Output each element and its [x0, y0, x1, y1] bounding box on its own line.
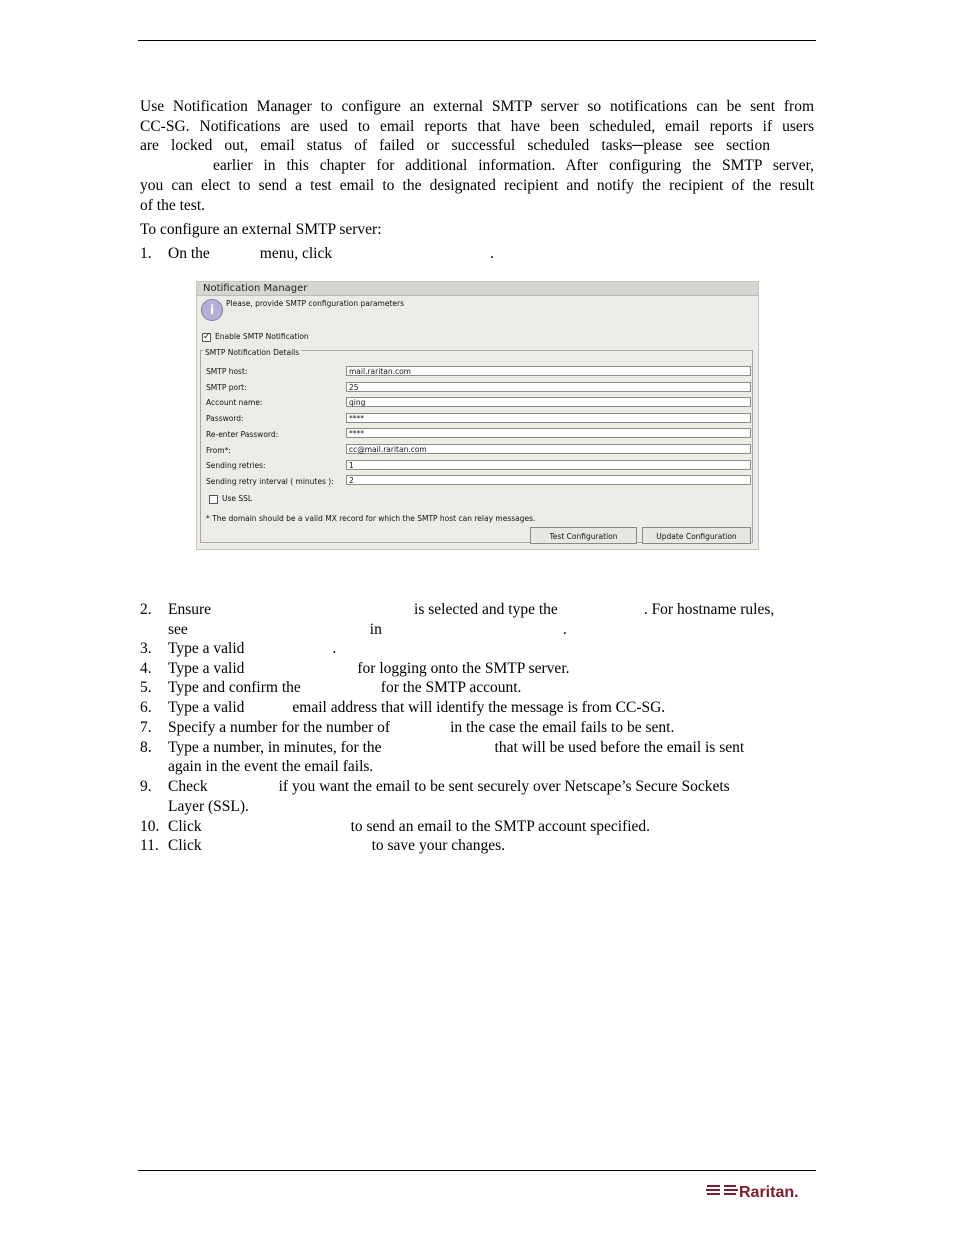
- step-text-part: in the case the email fails to be sent.: [450, 719, 675, 736]
- step-text-part: is selected and type the: [414, 601, 558, 618]
- step-text-part: for the SMTP account.: [380, 679, 522, 696]
- intro-line: CC-SG. Notifications are used to email reports that have been scheduled, email reports if users: [140, 117, 814, 135]
- field-label: Account name:: [206, 398, 263, 407]
- field-label: SMTP port:: [206, 383, 247, 392]
- step-text: [168, 836, 505, 856]
- step-text: [168, 698, 665, 718]
- raritan-logo: [706, 1180, 816, 1202]
- panel-title: Notification Manager: [197, 282, 758, 296]
- checkbox-checked-icon[interactable]: ✓: [203, 331, 211, 342]
- step-text-part: Type a number, in minutes, for the: [168, 739, 382, 756]
- reenter-password-input[interactable]: ****: [346, 428, 751, 438]
- step-text-part: Type a valid: [168, 699, 245, 716]
- enable-smtp-checkbox-row[interactable]: [202, 332, 309, 342]
- step-number: 8.: [140, 739, 152, 756]
- step-text-part: .: [562, 621, 567, 638]
- step-text-part: for logging onto the SMTP server.: [357, 660, 570, 677]
- field-label: Re-enter Password:: [206, 430, 279, 439]
- step-text-part: Type and confirm the: [168, 679, 301, 696]
- domain-note: * The domain should be a valid MX record for which the SMTP host can relay messages.: [206, 514, 536, 523]
- field-label: Password:: [206, 414, 244, 423]
- step-text-part: Click: [168, 837, 202, 854]
- step-text-part: Specify a number for the number of: [168, 719, 391, 736]
- step-text: Layer (SSL).: [168, 798, 249, 815]
- step-text: [168, 777, 730, 797]
- raritan-logo-mark: [706, 1183, 738, 1197]
- header-rule: [138, 40, 816, 41]
- step-text-part: see: [168, 621, 188, 638]
- retry-interval-input[interactable]: 2: [346, 475, 751, 485]
- use-ssl-checkbox-row[interactable]: [209, 494, 252, 504]
- step-text: [168, 718, 674, 738]
- group-legend: SMTP Notification Details: [205, 348, 300, 357]
- step-text: [168, 817, 650, 837]
- step-text-part: Check: [168, 778, 208, 795]
- step-number: 4.: [140, 660, 152, 677]
- step-text: [168, 639, 336, 659]
- raritan-logo-text: Raritan.: [739, 1184, 799, 1201]
- intro-paragraph: [140, 97, 814, 215]
- intro-line: earlier in this chapter for additional information. After configuring the SMTP server,: [213, 157, 814, 175]
- step-text: [168, 244, 494, 264]
- intro-line: you can elect to send a test email to the designated recipient and notify the recipient of the result: [140, 176, 814, 194]
- step-number: 7.: [140, 719, 152, 736]
- smtp-host-input[interactable]: mail.raritan.com: [346, 366, 751, 376]
- info-icon: i: [201, 299, 223, 321]
- step-text: [168, 620, 567, 640]
- intro-line: Use Notification Manager to configure an external SMTP server so notifications can be sent from: [140, 98, 814, 115]
- enable-smtp-label: Enable SMTP Notification: [215, 332, 309, 341]
- step-text-part: . For hostname rules,: [643, 601, 775, 618]
- step-text-part: email address that will identify the message is from CC-SG.: [292, 699, 666, 716]
- step-text: [168, 659, 570, 679]
- password-input[interactable]: ****: [346, 413, 751, 423]
- step-text-part: Type a valid: [168, 660, 245, 677]
- step-text: [168, 678, 521, 698]
- account-name-input[interactable]: qing: [346, 397, 751, 407]
- step-number: 2.: [140, 601, 152, 618]
- step-number: 3.: [140, 640, 152, 657]
- step-text-part: that will be used before the email is sent: [494, 739, 745, 756]
- step-text-part: On the: [168, 245, 210, 262]
- step-text: [168, 600, 774, 620]
- step-number: 5.: [140, 679, 152, 696]
- step-text-part: if you want the email to be sent securely over Netscape’s Secure Sockets: [278, 778, 730, 795]
- smtp-port-input[interactable]: 25: [346, 382, 751, 392]
- sending-retries-input[interactable]: 1: [346, 460, 751, 470]
- step-number: 11.: [140, 837, 159, 854]
- step-text: again in the event the email fails.: [168, 758, 374, 775]
- step-text-part: Type a valid: [168, 640, 245, 657]
- footer-rule: [138, 1170, 816, 1171]
- step-number: 1.: [140, 245, 152, 262]
- notification-manager-screenshot: [196, 281, 759, 550]
- step-text-part: Ensure: [168, 601, 212, 618]
- field-label: Sending retries:: [206, 461, 266, 470]
- step-number: 9.: [140, 778, 152, 795]
- step-text-part: .: [332, 640, 337, 657]
- intro-line: of the test.: [140, 196, 205, 214]
- use-ssl-label: Use SSL: [222, 494, 253, 503]
- panel-prompt: Please, provide SMTP configuration parameters: [226, 299, 405, 308]
- step-text-part: menu, click: [259, 245, 333, 262]
- configure-heading: To configure an external SMTP server:: [140, 221, 382, 238]
- test-configuration-button[interactable]: Test Configuration: [530, 527, 637, 544]
- step-text-part: to send an email to the SMTP account specified.: [350, 818, 651, 835]
- step-text-part: .: [490, 245, 494, 262]
- from-input[interactable]: cc@mail.raritan.com: [346, 444, 751, 454]
- field-label: Sending retry interval ( minutes ):: [206, 477, 334, 486]
- step-number: 10.: [140, 818, 160, 835]
- step-text-part: to save your changes.: [371, 837, 506, 854]
- update-configuration-button[interactable]: Update Configuration: [642, 527, 751, 544]
- step-text: [168, 738, 744, 758]
- field-label: From*:: [206, 446, 231, 455]
- checkbox-unchecked-icon[interactable]: [209, 495, 218, 504]
- step-number: 6.: [140, 699, 152, 716]
- intro-line: are locked out, email status of failed or successful scheduled tasks─please see section: [140, 137, 770, 155]
- step-text-part: Click: [168, 818, 202, 835]
- step-text-part: in: [369, 621, 382, 638]
- field-label: SMTP host:: [206, 367, 248, 376]
